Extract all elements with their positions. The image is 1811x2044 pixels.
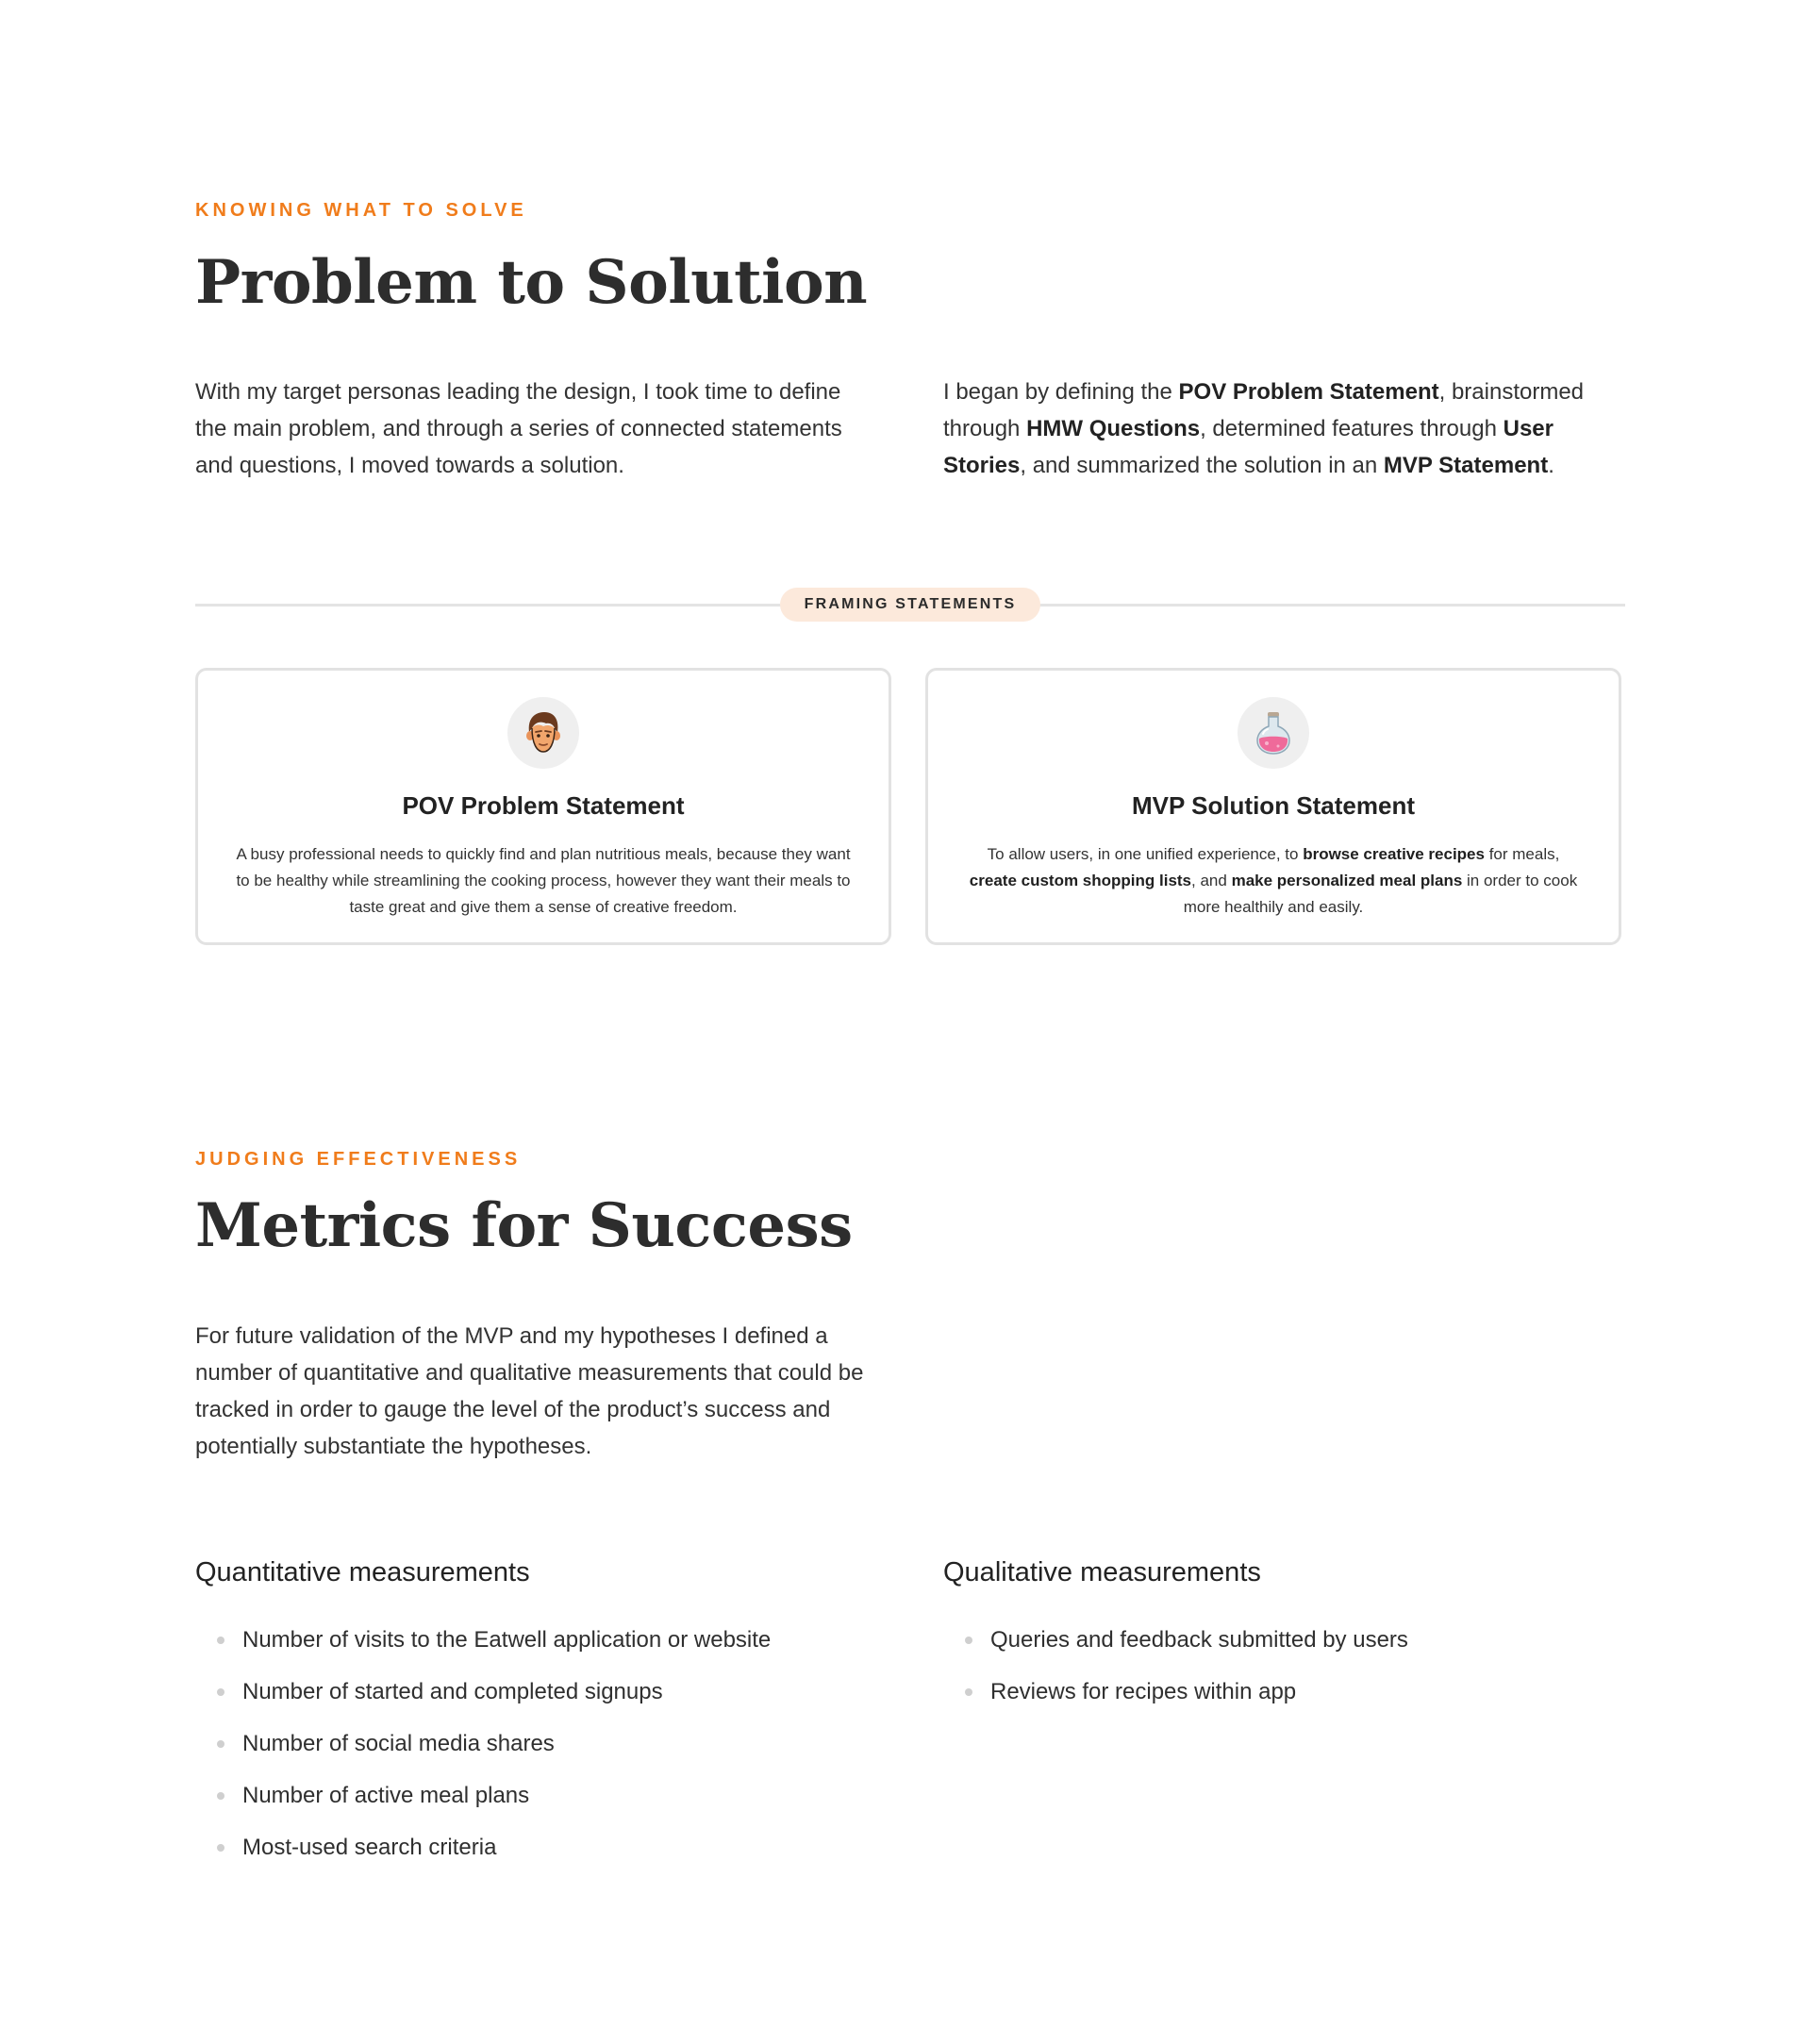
card-body: To allow users, in one unified experience, to browse creative recipes for meals, create custom shopping lists, and make personalized meal plans in order to cook more healthily and easily.	[969, 845, 1578, 916]
mvp-card	[925, 668, 1621, 945]
pov-term: POV Problem Statement	[1178, 379, 1439, 405]
intro-paragraph-left: With my target personas leading the design, I took time to define the main problem, and through a series of connected statements and questions, I moved towards a solution.	[195, 379, 842, 478]
mvp-term: MVP Statement	[1383, 453, 1549, 478]
bullet-icon	[217, 1637, 224, 1644]
card-body: A busy professional needs to quickly find and plan nutritious meals, because they want to be healthy while streamlining the cooking process, however they want their meals to taste great and give them a sense of creative freedom.	[236, 845, 851, 916]
section-title: Metrics for Success	[195, 1190, 853, 1261]
list-item: Number of active meal plans	[195, 1782, 912, 1834]
pov-card	[195, 668, 891, 945]
qualitative-heading: Qualitative measurements	[943, 1557, 1261, 1587]
section-title: Problem to Solution	[195, 247, 868, 318]
intro-paragraph-right: I began by defining the POV Problem Statement, brainstormed through HMW Questions, determined features through User Stories, and summarized the solution in an MVP Statement.	[943, 379, 1585, 478]
quantitative-heading: Quantitative measurements	[195, 1557, 530, 1587]
person-face-icon	[507, 697, 579, 769]
list-item: Most-used search criteria	[195, 1834, 912, 1886]
qualitative-list	[943, 1626, 1603, 1730]
framing-statements-pill: FRAMING STATEMENTS	[780, 588, 1040, 622]
user-stories-term: User Stories	[943, 416, 1553, 478]
section-eyebrow: JUDGING EFFECTIVENESS	[195, 1149, 522, 1170]
card-title: POV Problem Statement	[402, 791, 685, 820]
potion-flask-icon	[1238, 697, 1309, 769]
list-item: Number of visits to the Eatwell application or website	[195, 1626, 912, 1678]
bullet-icon	[217, 1740, 224, 1748]
bullet-icon	[217, 1688, 224, 1696]
metrics-paragraph: For future validation of the MVP and my hypotheses I defined a number of quantitative and qualitative measurements that could be tracked in order to gauge the level of the product’s success and potentially substantiate the hypotheses.	[195, 1323, 864, 1459]
list-item: Number of social media shares	[195, 1730, 912, 1782]
section-eyebrow: KNOWING WHAT TO SOLVE	[195, 200, 527, 221]
hmw-term: HMW Questions	[1026, 416, 1201, 441]
quantitative-list	[195, 1626, 912, 1886]
bullet-icon	[217, 1844, 224, 1852]
bullet-icon	[965, 1637, 972, 1644]
list-item: Number of started and completed signups	[195, 1678, 912, 1730]
list-item: Reviews for recipes within app	[943, 1678, 1603, 1730]
card-title: MVP Solution Statement	[1132, 791, 1415, 820]
bullet-icon	[217, 1792, 224, 1800]
bullet-icon	[965, 1688, 972, 1696]
list-item: Queries and feedback submitted by users	[943, 1626, 1603, 1678]
